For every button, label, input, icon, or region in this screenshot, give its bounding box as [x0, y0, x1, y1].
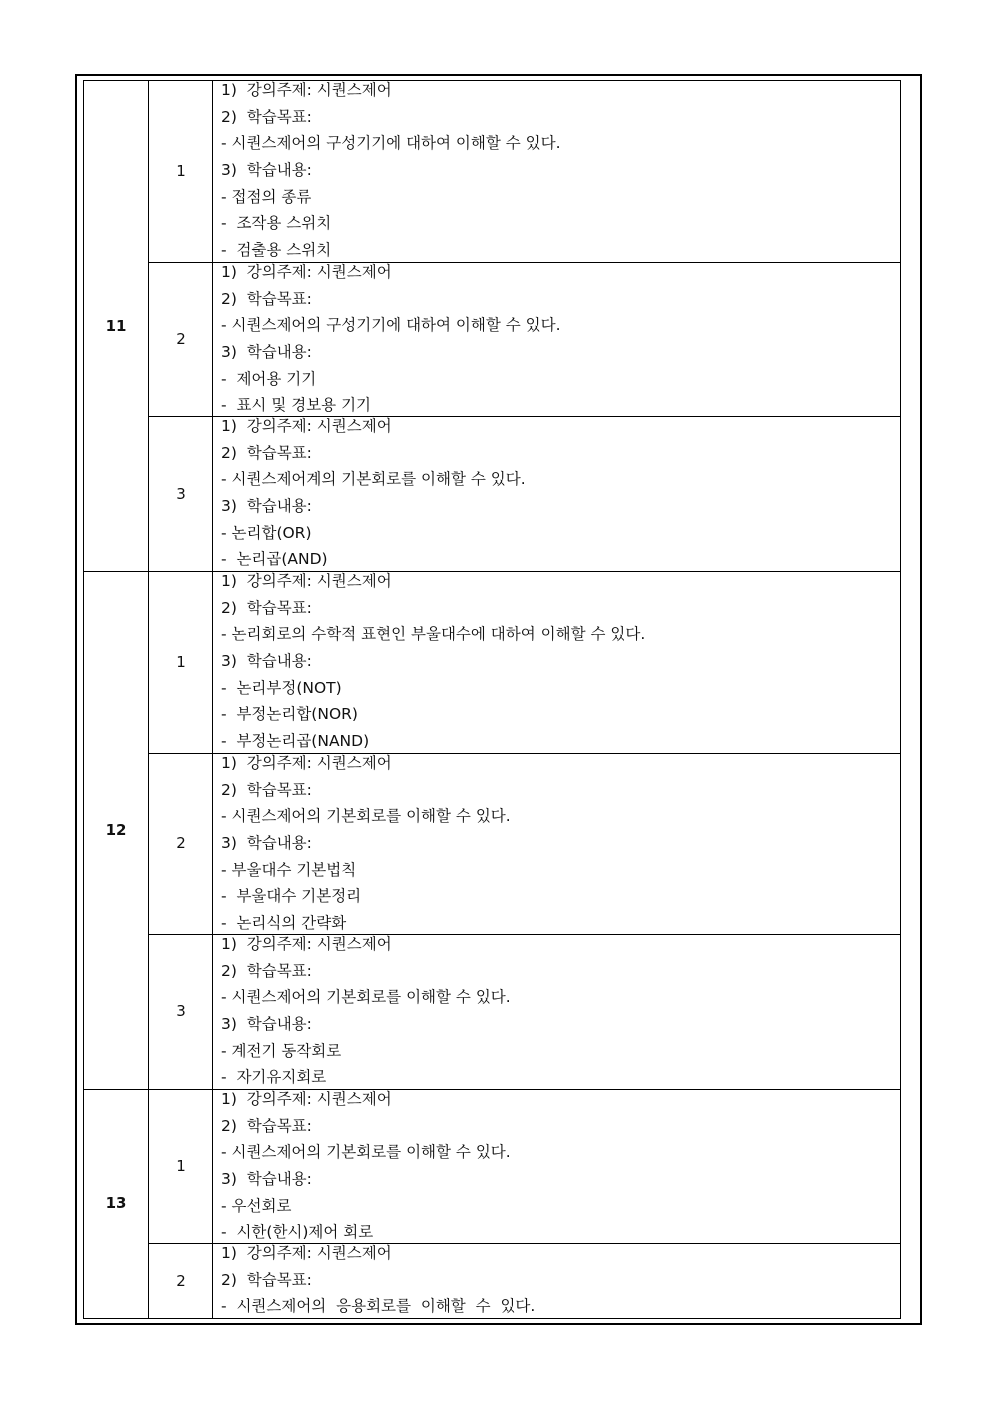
session-number: 2: [176, 330, 186, 348]
learning-content-item: - 논리합(OR): [221, 523, 312, 542]
learning-content-item: - 논리곱(AND): [221, 550, 328, 569]
learning-content-item: - 부울대수 기본법칙: [221, 860, 357, 879]
learning-content-heading: 3) 학습내용:: [221, 343, 312, 362]
learning-content-item: - 표시 및 경보용 기기: [221, 396, 372, 415]
learning-content-item: - 부정논리합(NOR): [221, 705, 358, 724]
session-number: 3: [176, 485, 186, 503]
learning-content-item: - 부울대수 기본정리: [221, 887, 362, 906]
session-number: 2: [176, 834, 186, 852]
lecture-topic: 1) 강의주제: 시퀀스제어: [221, 1090, 392, 1108]
learning-content-item: - 우선회로: [221, 1196, 292, 1215]
learning-objective-heading: 2) 학습목표:: [221, 780, 312, 799]
session-content: [221, 262, 896, 422]
learning-objective-heading: 2) 학습목표:: [221, 598, 312, 617]
session-content: [221, 416, 896, 576]
column-divider-week: [148, 80, 149, 1319]
learning-objective: - 시퀀스제어의 응용회로를 이해할 수 있다.: [221, 1297, 536, 1316]
learning-content-heading: 3) 학습내용:: [221, 497, 312, 516]
learning-content-item: - 논리식의 간략화: [221, 914, 347, 933]
lecture-topic: 1) 강의주제: 시퀀스제어: [221, 263, 392, 281]
session-number: 2: [176, 1272, 186, 1290]
learning-content-item: - 계전기 동작회로: [221, 1041, 342, 1060]
session-content: [221, 571, 896, 758]
learning-content-item: - 조작용 스위치: [221, 214, 332, 233]
learning-content-heading: 3) 학습내용:: [221, 161, 312, 180]
lecture-topic: 1) 강의주제: 시퀀스제어: [221, 81, 392, 99]
learning-objective: - 시퀀스제어의 기본회로를 이해할 수 있다.: [221, 1143, 511, 1162]
session-content: [221, 1089, 896, 1249]
learning-content-heading: 3) 학습내용:: [221, 1170, 312, 1189]
learning-content-heading: 3) 학습내용:: [221, 1015, 312, 1034]
learning-content-item: - 부정논리곱(NAND): [221, 732, 370, 751]
lecture-topic: 1) 강의주제: 시퀀스제어: [221, 572, 392, 590]
lecture-topic: 1) 강의주제: 시퀀스제어: [221, 754, 392, 772]
learning-objective-heading: 2) 학습목표:: [221, 1116, 312, 1135]
week-number-12: 12: [105, 821, 127, 839]
session-content: [221, 934, 896, 1094]
learning-content-item: - 제어용 기기: [221, 369, 317, 388]
learning-objective-heading: 2) 학습목표:: [221, 289, 312, 308]
session-content: [221, 80, 896, 267]
session-number: 1: [176, 1157, 186, 1175]
session-number: 3: [176, 1002, 186, 1020]
learning-content-item: - 시한(한시)제어 회로: [221, 1223, 374, 1242]
learning-objective: - 시퀀스제어의 구성기기에 대하여 이해할 수 있다.: [221, 134, 561, 153]
lecture-topic: 1) 강의주제: 시퀀스제어: [221, 1244, 392, 1262]
column-divider-session: [212, 80, 213, 1319]
lecture-topic: 1) 강의주제: 시퀀스제어: [221, 417, 392, 435]
learning-content-item: - 검출용 스위치: [221, 241, 332, 260]
session-content: [221, 753, 896, 940]
learning-objective: - 논리회로의 수학적 표현인 부울대수에 대하여 이해할 수 있다.: [221, 625, 646, 644]
learning-content-item: - 자기유지회로: [221, 1068, 327, 1087]
week-number-11: 11: [105, 317, 127, 335]
learning-content-heading: 3) 학습내용:: [221, 652, 312, 671]
learning-content-item: - 접점의 종류: [221, 187, 312, 206]
session-number: 1: [176, 162, 186, 180]
lecture-topic: 1) 강의주제: 시퀀스제어: [221, 935, 392, 953]
learning-objective-heading: 2) 학습목표:: [221, 443, 312, 462]
learning-objective-heading: 2) 학습목표:: [221, 107, 312, 126]
learning-objective-heading: 2) 학습목표:: [221, 1270, 312, 1289]
learning-content-item: - 논리부정(NOT): [221, 678, 342, 697]
session-number: 1: [176, 653, 186, 671]
learning-objective: - 시퀀스제어의 기본회로를 이해할 수 있다.: [221, 988, 511, 1007]
learning-objective: - 시퀀스제어계의 기본회로를 이해할 수 있다.: [221, 470, 526, 489]
learning-objective-heading: 2) 학습목표:: [221, 961, 312, 980]
week-number-13: 13: [105, 1194, 127, 1212]
learning-objective: - 시퀀스제어의 구성기기에 대하여 이해할 수 있다.: [221, 316, 561, 335]
learning-content-heading: 3) 학습내용:: [221, 834, 312, 853]
learning-objective: - 시퀀스제어의 기본회로를 이해할 수 있다.: [221, 807, 511, 826]
session-content: [221, 1243, 896, 1323]
